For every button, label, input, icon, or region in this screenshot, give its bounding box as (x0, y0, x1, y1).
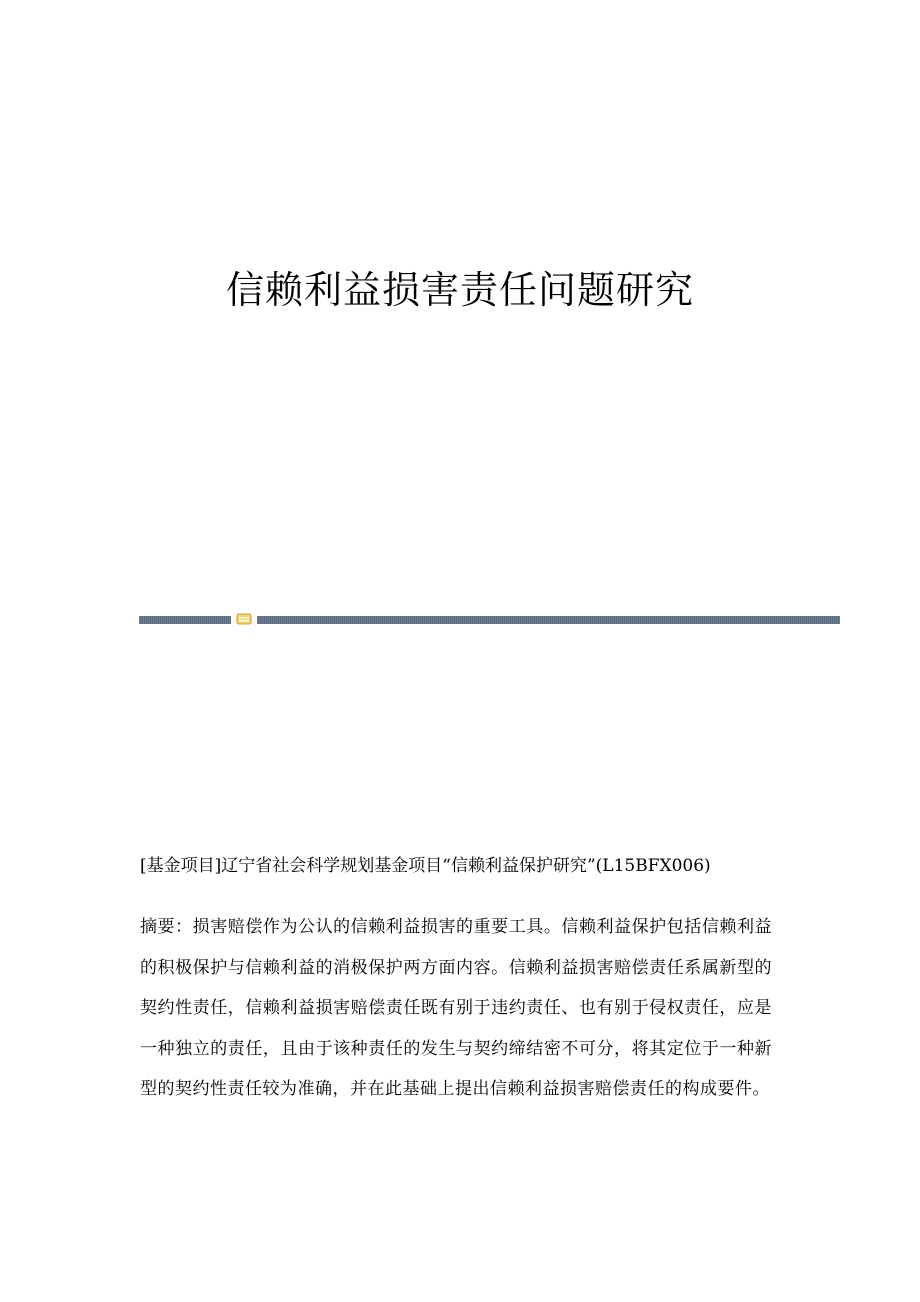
divider-left-bar (139, 616, 231, 624)
divider-emblem-icon (236, 612, 252, 626)
abstract-paragraph: 摘要：损害赔偿作为公认的信赖利益损害的重要工具。信赖利益保护包括信赖利益的积极保护与信赖利益的消极保护两方面内容。信赖利益损害赔偿责任系属新型的契约性责任，信赖利益损害赔偿责任既有别于违约责任、也有别于侵权责任，应是一种独立的责任，且由于该种责任的发生与契约缔结密不可分，将其定位于一种新型的契约性责任较为准确，并在此基础上提出信赖利益损害赔偿责任的构成要件。 (140, 917, 772, 1099)
document-title: 信赖利益损害责任问题研究 (225, 268, 694, 312)
divider-right-bar (257, 616, 840, 624)
fund-project-line: [基金项目]辽宁省社会科学规划基金项目“信赖利益保护研究”(L15BFX006) (140, 856, 711, 876)
